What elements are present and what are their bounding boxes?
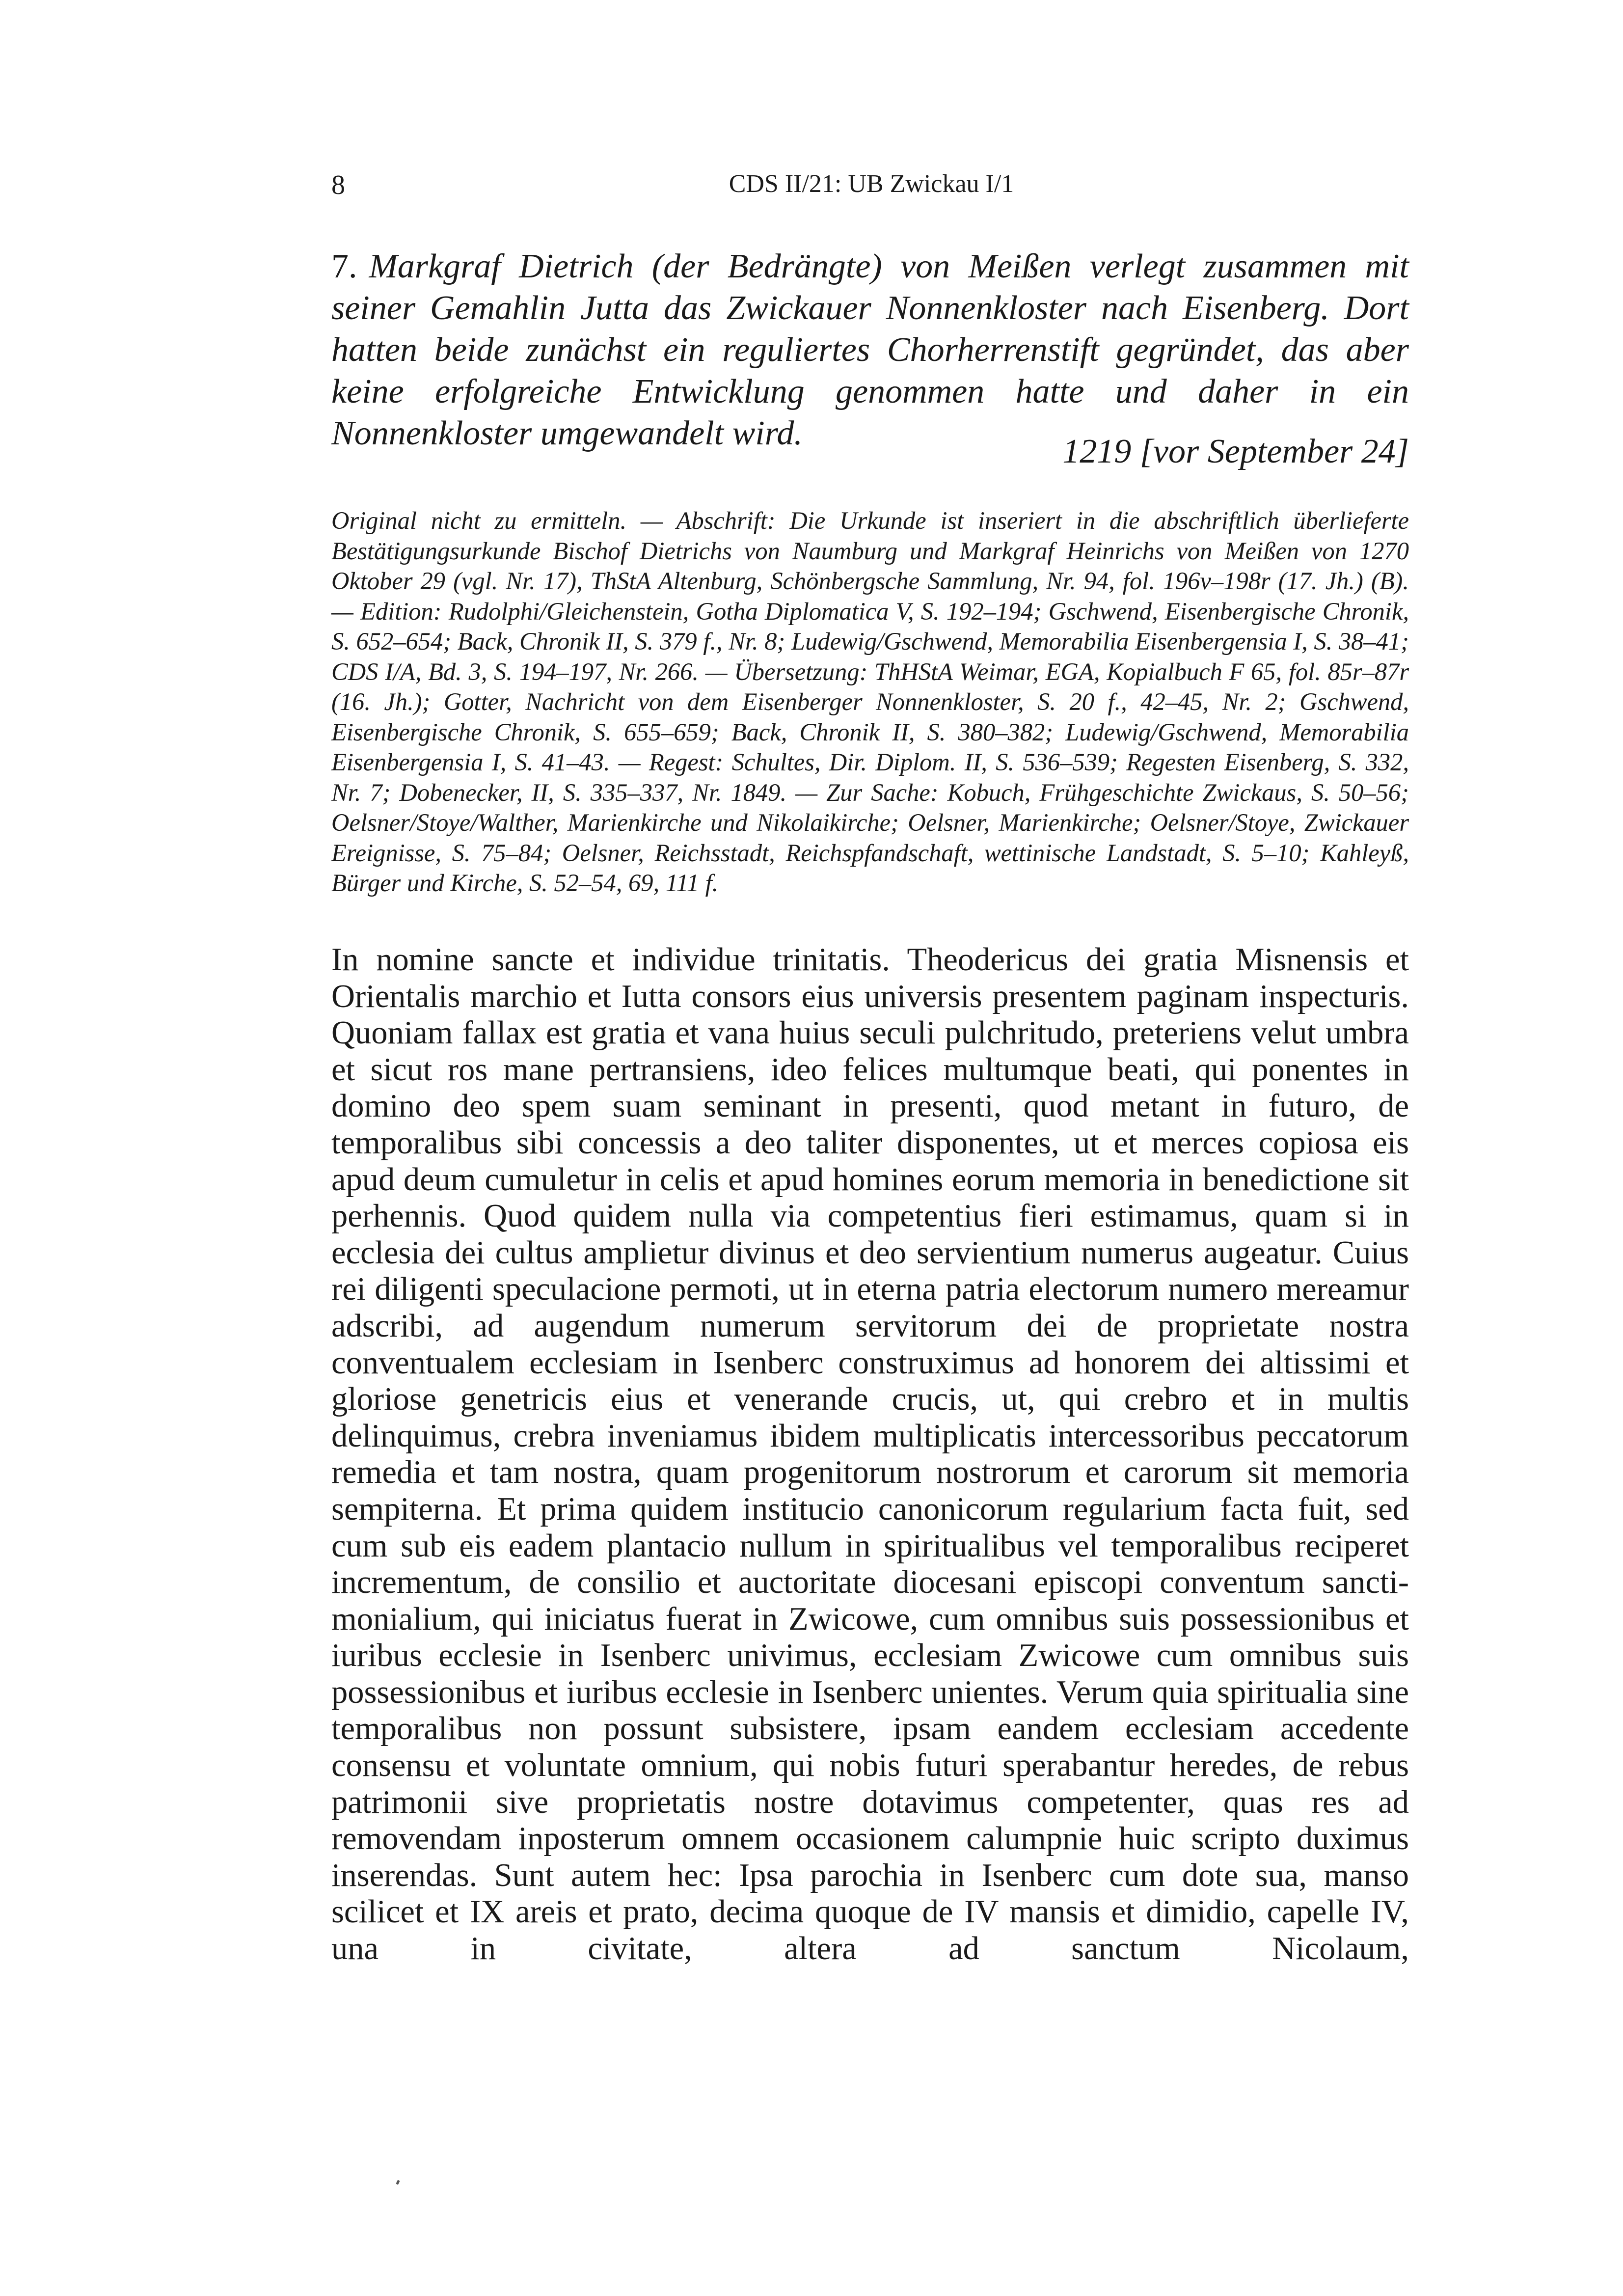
document-number: 7. bbox=[331, 247, 357, 285]
document-date: 1219 [vor September 24] bbox=[1062, 433, 1409, 470]
critical-apparatus: Original nicht zu ermitteln. — Abschrift: Die Urkunde ist inseriert in die abschriftlich überlieferte Bestätigungsurkunde Bischof Dietrichs von Naumburg und Markgraf Heinrichs von Meißen von 1270 Oktober 29 (vgl. Nr. 17), ThStA Altenburg, Schönbergsche Sammlung, Nr. 94, fol. 196v–198r (17. Jh.) (B). — Edition: Rudolphi/Gleichenstein, Gotha Diplomatica V, S. 192–194; Gschwend, Eisenbergische Chronik, S. 652–654; Back, Chronik II, S. 379 f., Nr. 8; Ludewig/Gschwend, Memorabilia Eisenbergensia I, S. 38–41; CDS I/A, Bd. 3, S. 194–197, Nr. 266. — Übersetzung: ThHStA Weimar, EGA, Kopialbuch F 65, fol. 85r–87r (16. Jh.); Gotter, Nachricht von dem Eisenberger Nonnenkloster, S. 20 f., 42–45, Nr. 2; Gschwend, Eisenbergische Chronik, S. 655–659; Back, Chronik II, S. 380–382; Ludewig/Gschwend, Memorabilia Eisenbergensia I, S. 41–43. — Regest: Schultes, Dir. Diplom. II, S. 536–539; Regesten Eisenberg, S. 332, Nr. 7; Dobenecker, II, S. 335–337, Nr. 1849. — Zur Sache: Kobuch, Frühgeschichte Zwickaus, S. 50–56; Oelsner/Stoye/Walther, Marienkirche und Nikolaikirche; Oelsner, Marienkirche; Oelsner/Stoye, Zwickauer Ereignisse, S. 75–84; Oelsner, Reichsstadt, Reichspfandschaft, wettinische Landstadt, S. 5–10; Kahleyß, Bürger und Kirche, S. 52–54, 69, 111 f. bbox=[331, 507, 1409, 897]
document-summary: Markgraf Dietrich (der Bedrängte) von Meißen verlegt zusammen mit seiner Gemahlin Jutta das Zwickauer Nonnenkloster nach Eisenberg. Dort hatten beide zunächst ein reguliertes Chorherrenstift gegründet, das aber keine erfolgreiche Entwicklung genommen hatte und daher in ein Nonnenkloster umgewandelt wird. bbox=[331, 247, 1409, 452]
running-head bbox=[331, 169, 1411, 204]
series-title: CDS II/21: UB Zwickau I/1 bbox=[729, 170, 1014, 198]
document-heading bbox=[331, 246, 1409, 454]
charter-text: In nomine sancte et individue trinitatis. Theodericus dei gratia Misnensis et Orientalis marchio et Iutta consors eius universis presentem paginam inspecturis. Quoniam fallax est gratia et vana huius seculi pulchritudo, preteriens velut umbra et sicut ros mane pertransiens, ideo felices multumque beati, qui ponentes in domino deo spem suam seminant in presenti, quod metant in futuro, de temporalibus sibi concessis a deo taliter disponentes, ut et merces copiosa eis apud deum cumuletur in celis et apud homines eorum memoria in benedictione sit perhennis. Quod quidem nulla via competentius fieri estimamus, quam si in ecclesia dei cultus amplietur divinus et deo servientium numerus augeatur. Cuius rei diligenti speculacione permoti, ut in eterna patria electorum numero mereamur adscribi, ad augendum numerum servitorum dei de proprietate nostra conventualem ecclesiam in Isenberc construximus ad honorem dei altissimi et gloriose genetricis eius et venerande crucis, ut, qui crebro et in multis delinquimus, crebra inveniamus ibidem multiplicatis intercessoribus peccatorum remedia et tam nostra, quam progenitorum nostrorum et carorum sit memoria sempiterna. Et prima quidem institucio canonicorum regularium facta fuit, sed cum sub eis eadem plantacio nullum in spiritualibus vel temporalibus reciperet incrementum, de consilio et auctoritate diocesani episcopi conventum sanctimonialium, qui iniciatus fuerat in Zwicowe, cum omnibus suis possessionibus et iuribus ecclesie in Isenberc univimus, ecclesiam Zwicowe cum omnibus suis possessionibus et iuribus ecclesie in Isenberc unientes. Verum quia spiritualia sine temporalibus non possunt subsistere, ipsam eandem ecclesiam accedente consensu et voluntate omnium, qui nobis futuri sperabantur heredes, de rebus patrimonii sive proprietatis nostre dotavimus competenter, quas res ad removendam inposterum omnem occasionem calumpnie huic scripto duximus inserendas. Sunt autem hec: Ipsa parochia in Isenberc cum dote sua, manso scilicet et IX areis et prato, decima quoque de IV mansis et dimidio, capelle IV, una in civitate, altera ad sanctum Nicolaum, bbox=[331, 942, 1409, 1967]
page-number: 8 bbox=[331, 170, 345, 200]
scan-speck bbox=[396, 2180, 400, 2185]
